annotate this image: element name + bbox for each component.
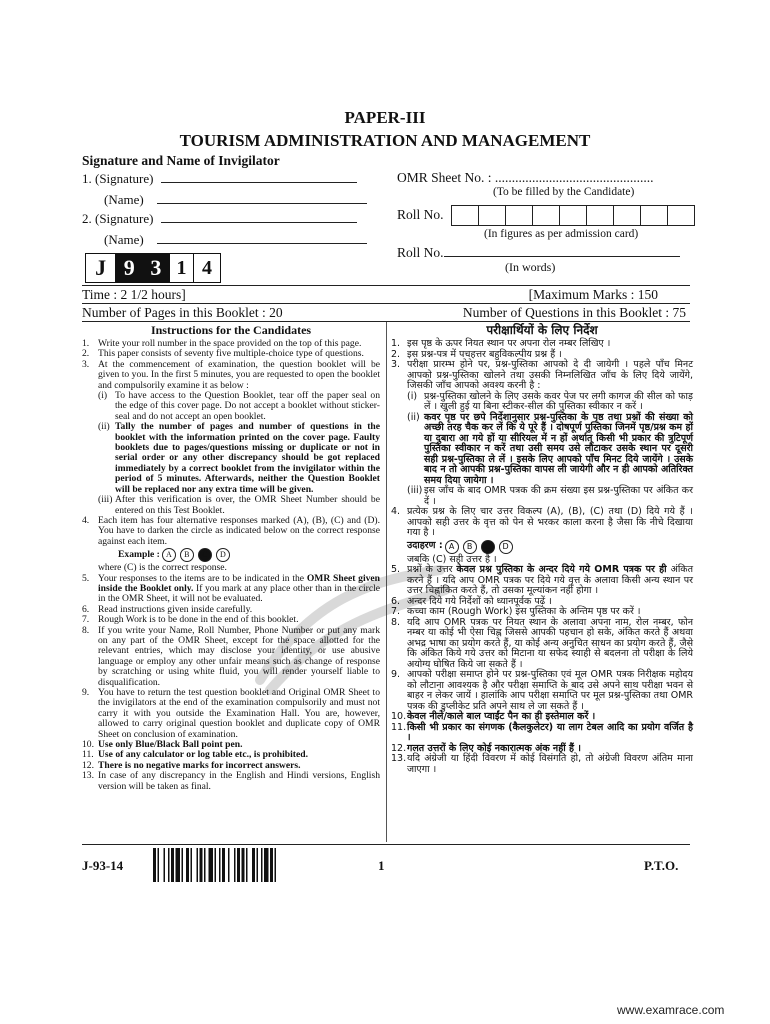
questions-count-label: Number of Questions in this Booklet : 75 (462, 305, 686, 320)
roll-number-label: Roll No. (397, 207, 444, 222)
barcode-bar (275, 848, 277, 882)
invigilator1-name-row (104, 192, 367, 208)
instruction-item: 8. यदि आप OMR पत्रक पर नियत स्थान के अलावा अपना नाम, रोल नम्बर, फोन नम्बर या कोई भी ऐसा चिह्न जिससे आपकी पहचान हो सके, अंकित करते हैं अथवा अभद्र भाषा का प्रयोग करते हैं, या कोई अन्य अनुचित साधन का प्रयोग करते हैं, जैसे कि अंकित किये गये उत्तर को मिटाना या सफेद स्याही से बदलना तो परीक्षा के लिये अयोग्य घोषित किये जा सकते हैं । (391, 616, 693, 670)
invigilator1-signature-line (161, 171, 357, 183)
hindi-instructions-heading: परीक्षार्थियों के लिए निर्देश (486, 323, 598, 337)
invigilator1-signature-label: 1. (Signature) (82, 171, 154, 186)
in-words-note: (In words) (505, 260, 556, 274)
barcode-bar (186, 848, 189, 882)
option-circle-b: B (180, 548, 194, 562)
instruction-item: 3. परीक्षा प्रारम्भ होने पर, प्रश्न-पुस्तिका आपको दे दी जायेगी । पहले पाँच मिनट आपको प्रश्न-पुस्तिका खोलने तथा उसकी निम्नलिखित जाँच के लिए दिये जायेंगे, जिसकी जाँच आपको अवश्य करनी है : (i) प्रश्न-पुस्तिका खोलने के लिए उसके कवर पेज पर लगी कागज की सील को फाड़ लें । खुली हुई या बिना स्टीकर-सील की पुस्तिका स्वीकार न करें । (ii) कवर पृष्ठ पर छपे निर्देशानुसार प्रश्न-पुस्तिका के पृष्ठ तथा प्रश्नों की संख्या को अच्छी तरह चैक कर लें कि ये पूरे हैं । दोषपूर्ण पुस्तिका जिनमें पृष्ठ/प्रश्न कम हों या दुबारा आ गये हों या सीरियल में न हों अर्थात् किसी भी प्रकार की त्रुटिपूर्ण पुस्तिका स्वीकार न करें तथा उसी समय उसे लौटाकर उसके स्थान पर दूसरी सही प्रश्न-पुस्तिका ले लें । इसके लिए आपको पाँच मिनट दिये जायेंगे । उसके बाद न तो आपकी प्रश्न-पुस्तिका वापस ली जायेगी और न ही आपको अतिरिक्त समय दिया जायेगा । (iii) इस जाँच के बाद OMR पत्रक की क्रम संख्या इस प्रश्न-पुस्तिका पर अंकित कर दें । (391, 359, 693, 507)
barcode-bar (257, 848, 259, 882)
option-circle-c-filled: C (481, 540, 495, 554)
barcode-bar (191, 848, 193, 882)
roll-digit-box[interactable] (532, 205, 560, 226)
barcode-bar (264, 848, 269, 882)
max-marks-label: [Maximum Marks : 150 (528, 287, 658, 302)
barcode-bar (234, 848, 236, 882)
barcode-bar (261, 848, 263, 882)
instruction-item: 6. अन्दर दिये गये निर्देशों को ध्यानपूर्वक पढ़ें । (391, 595, 552, 607)
invigilator2-name-row (104, 232, 367, 248)
option-circle-b: B (463, 540, 477, 554)
roll-number-words-line[interactable] (444, 245, 680, 257)
please-turn-over: P.T.O. (644, 858, 679, 873)
instruction-item: 12. There is no negative marks for incorrect answers. (82, 759, 301, 771)
instruction-item: 3. At the commencement of examination, the question booklet will be given to you. In the first 5 minutes, you are requested to open the booklet and compulsorily examine it as below : (i) To have access to the Question Booklet, tear off the paper seal on the edge of this cover page. Do not accept a booklet without sticker-seal and do not accept an open booklet. (ii) Tally the number of pages and number of questions in the booklet with the information printed on the cover page. Faulty booklets due to pages/questions missing or duplicate or not in serial order or any other discrepancy should be got replaced immediately by a correct booklet from the invigilator within the period of 5 minutes. Afterwards, neither the Question Booklet will be replaced nor any extra time will be given. (iii) After this verification is over, the OMR Sheet Number should be entered on this Test Booklet. (82, 358, 380, 516)
barcode-bar (200, 848, 203, 882)
option-circle-a: A (445, 540, 459, 554)
barcode-bar (197, 848, 199, 882)
instruction-item: 8. If you write your Name, Roll Number, Phone Number or put any mark on any part of the OMR Sheet, except for the space allotted for the relevant entries, which may disclose your identity, or use abusive language or employ any other unfair means such as change of response by scratching or using white fluid, you will render yourself liable to disqualification. (82, 624, 380, 688)
page-number: 1 (378, 858, 385, 873)
barcode-bar (237, 848, 240, 882)
barcode-icon (153, 848, 343, 882)
paper-title: PAPER-III (344, 108, 426, 127)
invigilator2-signature-line (161, 211, 357, 223)
barcode-bar (171, 848, 174, 882)
instruction-item: 9. You have to return the test question booklet and Original OMR Sheet to the invigilators at the end of the examination compulsorily and must not carry it with you outside the Examination Hall. You are, however, allowed to carry original question booklet and duplicate copy of OMR Sheet on conclusion of examination. (82, 687, 380, 740)
instruction-item: 12. गलत उत्तरों के लिए कोई नकारात्मक अंक नहीं हैं । (391, 742, 581, 754)
answer-example: उदाहरण : A B C D (407, 540, 693, 554)
barcode-bar (204, 848, 206, 882)
divider (82, 285, 690, 286)
instruction-item: 11. किसी भी प्रकार का संगणक (कैलकुलेटर) या लाग टेबल आदि का प्रयोग वर्जित है । (391, 721, 693, 743)
roll-number-note: (In figures as per admission card) (484, 228, 639, 240)
roll-digit-box[interactable] (451, 205, 479, 226)
instruction-item: 7. कच्चा काम (Rough Work) इस पुस्तिका के अन्तिम पृष्ठ पर करें । (391, 606, 641, 617)
roll-digit-box[interactable] (667, 205, 695, 226)
barcode-bar (209, 848, 214, 882)
english-instructions (82, 323, 380, 792)
instruction-item: 10. Use only Blue/Black Ball point pen. (82, 739, 243, 751)
roll-digit-box[interactable] (505, 205, 533, 226)
code-digit: 1 (168, 253, 194, 283)
instruction-item: 2. This paper consists of seventy five multiple-choice type of questions. (82, 348, 364, 360)
invigilator2-name-line (157, 232, 367, 244)
omr-sheet-number-field[interactable]: OMR Sheet No. : ............................................... (397, 170, 654, 185)
instruction-item: 13. यदि अंग्रेजी या हिंदी विवरण में कोई विसंगति हो, तो अंग्रेजी विवरण अंतिम माना जाएगा । (391, 753, 693, 775)
pages-count-label: Number of Pages in this Booklet : 20 (82, 305, 283, 320)
barcode-bar (228, 848, 230, 882)
instruction-item: 7. Rough Work is to be done in the end of this booklet. (82, 614, 299, 626)
barcode-bar (252, 848, 255, 882)
barcode-bar (242, 848, 245, 882)
invigilator1-name-label: (Name) (104, 192, 144, 207)
divider (82, 303, 690, 304)
divider (82, 844, 690, 845)
roll-digit-box[interactable] (613, 205, 641, 226)
time-label: Time : 2 1/2 hours] (82, 287, 186, 302)
invigilator1-signature-row (82, 171, 357, 187)
code-digit: 4 (193, 253, 221, 283)
footer-paper-code: J-93-14 (82, 858, 124, 873)
answer-example: Example : A B C D (98, 548, 380, 562)
instruction-item: 2. इस प्रश्न-पत्र में पचहत्तर बहुविकल्पीय प्रश्न हैं । (391, 348, 562, 360)
code-letter: J (85, 253, 117, 283)
option-circle-c-filled: C (198, 548, 212, 562)
roll-number-boxes[interactable] (452, 205, 695, 226)
barcode-bar (153, 848, 156, 882)
paper-code-box (86, 253, 221, 283)
instruction-item: 11. Use of any calculator or log table etc., is prohibited. (82, 749, 308, 761)
instruction-item: 9. आपको परीक्षा समाप्त होने पर प्रश्न-पुस्तिका एवं मूल OMR पत्रक निरीक्षक महोदय को लौटाना आवश्यक है और परीक्षा समाप्ति के बाद उसे अपने साथ परीक्षा भवन से बाहर न लेकर जायें । हालांकि आप परीक्षा समाप्ति पर मूल प्रश्न-पुस्तिका तथा OMR पत्रक की डुप्लीकेट प्रति अपने साथ ले जा सकते हैं । (391, 669, 693, 712)
instruction-item: 10. केवल नीले/काले बाल प्वाईंट पैन का ही इस्तेमाल करें । (391, 711, 596, 722)
code-digit: 3 (142, 253, 170, 283)
instruction-item: 13. In case of any discrepancy in the English and Hindi versions, English version will be taken as final. (82, 770, 380, 792)
barcode-bar (176, 848, 181, 882)
instruction-item: 1. इस पृष्ठ के ऊपर नियत स्थान पर अपना रोल नम्बर लिखिए । (391, 338, 611, 349)
barcode-bar (215, 848, 217, 882)
instruction-item: 4. प्रत्येक प्रश्न के लिए चार उत्तर विकल्प (A), (B), (C) तथा (D) दिये गये हैं । आपको सही उत्तर के वृत्त को पेन से भरकर काला करना है जैसा कि नीचे दिखाया गया है । उदाहरण : A B C D जबकि (C) सही उत्तर है । (391, 506, 693, 565)
option-circle-d: D (216, 548, 230, 562)
barcode-bar (164, 848, 166, 882)
roll-digit-box[interactable] (478, 205, 506, 226)
source-watermark: www.examrace.com (617, 1003, 725, 1017)
roll-digit-box[interactable] (640, 205, 668, 226)
instruction-item: 4. Each item has four alternative responses marked (A), (B), (C) and (D). You have to darken the circle as indicated below on the correct response against each item. Example : A B C D where (C) is the correct response. (82, 514, 380, 574)
barcode-bar (246, 848, 248, 882)
roll-digit-box[interactable] (559, 205, 587, 226)
instruction-item: 1. Write your roll number in the space provided on the top of this page. (82, 338, 362, 349)
option-circle-d: D (499, 540, 513, 554)
invigilator2-name-label: (Name) (104, 232, 144, 247)
barcode-bar (182, 848, 184, 882)
code-digit: 9 (115, 253, 143, 283)
omr-sheet-note: (To be filled by the Candidate) (493, 186, 635, 198)
instruction-item: 6. Read instructions given inside carefully. (82, 603, 253, 615)
english-instructions-heading: Instructions for the Candidates (150, 323, 312, 337)
barcode-bar (158, 848, 160, 882)
option-circle-a: A (162, 548, 176, 562)
barcode-bar (270, 848, 273, 882)
instruction-item: 5. प्रश्नों के उत्तर केवल प्रश्न पुस्तिका के अन्दर दिये गये OMR पत्रक पर ही अंकित करने हैं । यदि आप OMR पत्रक पर दिये गये वृत्त के अलावा किसी अन्य स्थान पर उत्तर चिह्नांकित करते हैं, तो उसका मूल्यांकन नहीं होगा । (391, 564, 693, 596)
invigilator2-signature-row (82, 211, 357, 227)
invigilator1-name-line (157, 192, 367, 204)
roll-number-words-row[interactable] (397, 245, 680, 261)
invigilator2-signature-label: 2. (Signature) (82, 211, 154, 226)
barcode-bar (222, 848, 225, 882)
hindi-instructions (391, 323, 693, 775)
roll-number-words-label: Roll No. (397, 245, 444, 260)
barcode-bar (168, 848, 170, 882)
barcode-bar (219, 848, 221, 882)
roll-digit-box[interactable] (586, 205, 614, 226)
instruction-item: 5. Your responses to the items are to be indicated in the OMR Sheet given inside the Booklet only. If you mark at any place other than in the circle in the OMR Sheet, it will not be evaluated. (82, 572, 381, 605)
invigilator-heading: Signature and Name of Invigilator (82, 153, 280, 168)
subject-title: TOURISM ADMINISTRATION AND MANAGEMENT (179, 131, 591, 150)
